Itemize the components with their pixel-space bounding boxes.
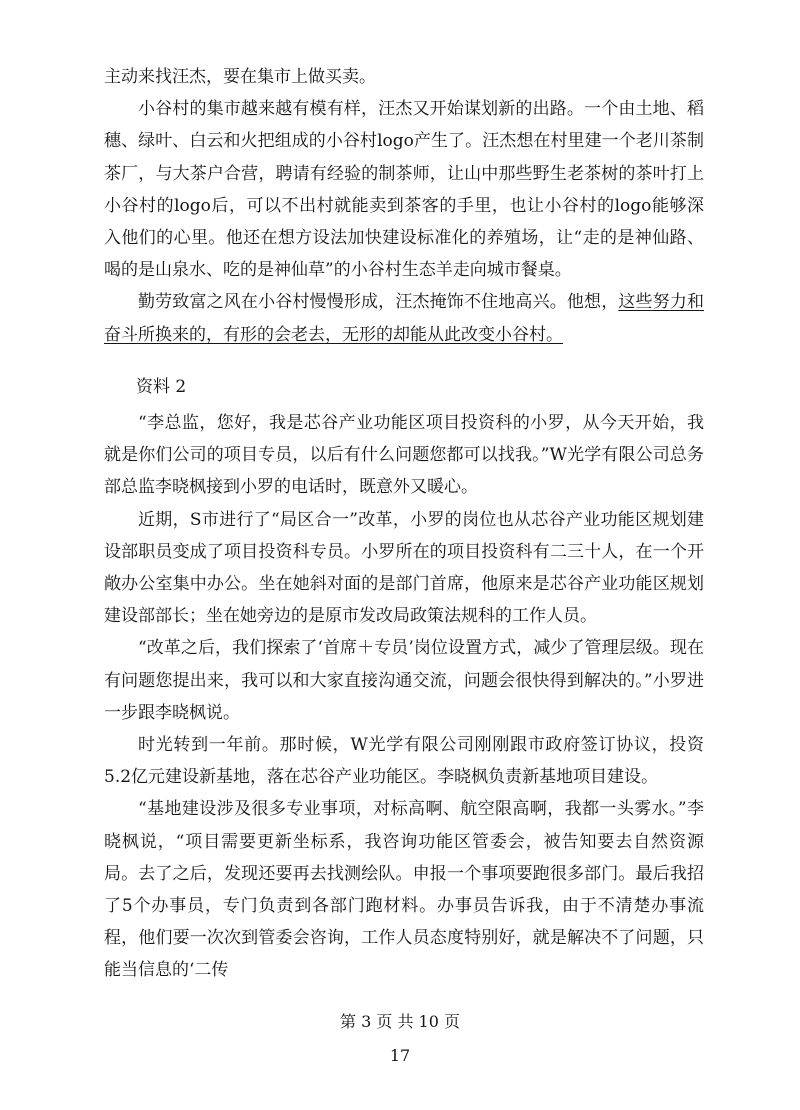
underlined-sentence: 这些努力和奋斗所换来的，有形的会老去，无形的却能从此改变小谷村。 [104, 292, 704, 345]
paragraph-continuation: 主动来找汪杰，要在集市上做买卖。 [104, 67, 376, 87]
page-number: 17 [389, 1046, 411, 1065]
page-indicator: 第 3 页 共 10 页 [340, 1012, 460, 1031]
material-2-heading: 资料 2 [136, 376, 187, 397]
paragraph-village-market: 小谷村的集市越来越有模有样，汪杰又开始谋划新的出路。一个由土地、稻穗、绿叶、白云和火把组成的小谷村logo产生了。汪杰想在村里建一个老川茶制茶厂，与大茶户合营，聘请有经验的制茶师，让山中那些野生老茶树的茶叶打上小谷村的logo后，可以不出村就能卖到茶客的手里，也让小谷村的logo能够深入他们的心里。他还在想方设法加快建设标准化的养殖场，让“走的是神仙路、喝的是山泉水、吃的是神仙草”的小谷村生态羊走向城市餐桌。 [104, 99, 704, 281]
paragraph-chief-specialist: “改革之后，我们探索了‘首席＋专员’岗位设置方式，减少了管理层级。现在有问题您提出来，我可以和大家直接沟通交流，问题会很快得到解决的。”小罗进一步跟李晓枫说。 [104, 638, 704, 723]
paragraph-reform: 近期，S市进行了“局区合一”改革，小罗的岗位也从芯谷产业功能区规划建设部职员变成了项目投资科专员。小罗所在的项目投资科有二三十人，在一个开敞办公室集中办公。坐在她斜对面的是部门首席，他原来是芯谷产业功能区规划建设部部长；坐在她旁边的是原市发改局政策法规科的工作人员。 [104, 509, 704, 627]
paragraph-phone-call: “李总监，您好，我是芯谷产业功能区项目投资科的小罗，从今天开始，我就是你们公司的项目专员，以后有什么问题您都可以找我。”W光学有限公司总务部总监李晓枫接到小罗的电话时，既意外又暖心。 [104, 413, 704, 498]
paragraph-one-year-ago: 时光转到一年前。那时候，W光学有限公司刚刚跟市政府签订协议，投资5.2亿元建设新基地，落在芯谷产业功能区。李晓枫负责新基地项目建设。 [104, 735, 704, 788]
paragraph-base-construction: “基地建设涉及很多专业事项，对标高啊、航空限高啊，我都一头雾水。”李晓枫说，“项目需要更新坐标系，我咨询功能区管委会，被告知要去自然资源局。去了之后，发现还要再去找测绘队。申报一个事项要跑很多部门。最后我招了5个办事员，专门负责到各部门跑材料。办事员告诉我，由于不清楚办事流程，他们要一次次到管委会咨询，工作人员态度特别好，就是解决不了问题，只能当信息的‘二传 [104, 799, 704, 981]
document-body [104, 61, 704, 987]
paragraph-diligence [104, 286, 704, 350]
paragraph-diligence-text: 勤劳致富之风在小谷村慢慢形成，汪杰掩饰不住地高兴。他想， [138, 292, 619, 313]
